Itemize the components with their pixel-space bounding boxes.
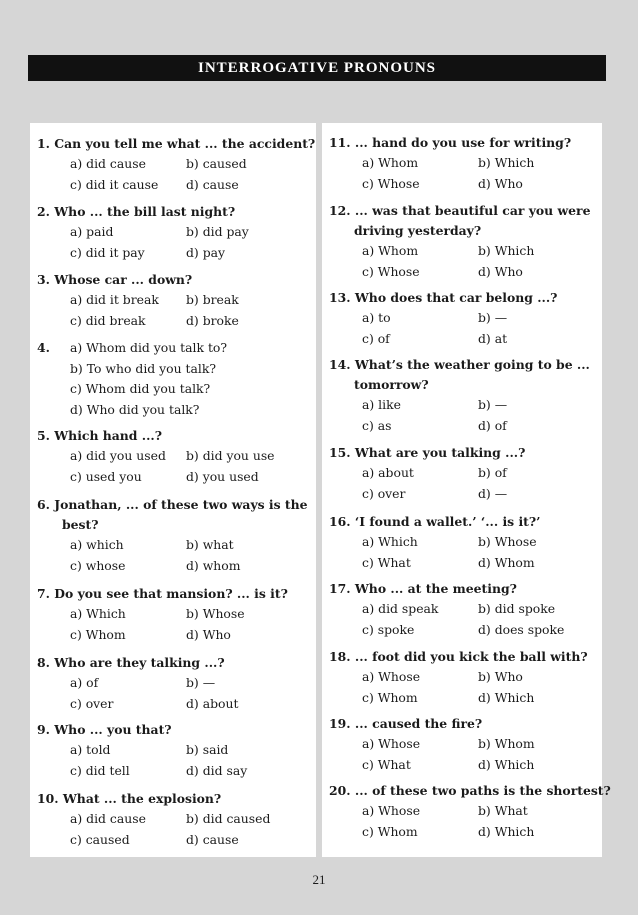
option-row xyxy=(322,308,602,329)
question-text xyxy=(30,584,316,604)
option-row xyxy=(322,329,602,350)
option: c) did it cause xyxy=(70,176,159,192)
option: c) did it pay xyxy=(70,244,145,260)
option-row xyxy=(322,822,602,843)
question-number: 13. xyxy=(329,290,351,305)
left-question-column xyxy=(30,123,316,857)
option-row xyxy=(30,400,316,421)
option: d) Whom xyxy=(478,554,535,570)
option: d) Which xyxy=(478,689,535,705)
question-item xyxy=(322,443,602,504)
option: c) Whom xyxy=(70,626,126,642)
option: b) Which xyxy=(478,155,535,170)
question-stem-continued: best? xyxy=(62,517,99,532)
option: d) did say xyxy=(186,762,248,778)
question-stem: Who ... you that? xyxy=(54,722,172,737)
question-text xyxy=(30,653,316,673)
question-item xyxy=(30,270,316,331)
option: a) Whose xyxy=(362,803,421,818)
option: c) over xyxy=(362,485,406,501)
option: a) did you used xyxy=(70,448,166,463)
option: a) paid xyxy=(70,224,114,239)
option-row xyxy=(322,174,602,195)
option: a) which xyxy=(70,537,124,552)
option-row xyxy=(30,446,316,467)
question-text xyxy=(322,288,602,308)
question-stem: Which hand ...? xyxy=(54,428,162,443)
question-text xyxy=(30,426,316,446)
option: c) Whose xyxy=(362,175,420,191)
question-number: 20. xyxy=(329,783,351,798)
option-row xyxy=(322,620,602,641)
option-row xyxy=(30,290,316,311)
question-number: 18. xyxy=(329,649,351,664)
question-item xyxy=(322,714,602,775)
option: c) Whom did you talk? xyxy=(70,381,211,396)
option-row xyxy=(30,222,316,243)
option-row xyxy=(30,338,316,359)
option: c) spoke xyxy=(362,621,415,637)
question-stem-continued: tomorrow? xyxy=(354,377,429,392)
option: b) did pay xyxy=(186,224,249,239)
question-number: 14. xyxy=(329,357,351,372)
option: c) used you xyxy=(70,468,142,484)
option-row xyxy=(322,734,602,755)
option: a) did cause xyxy=(70,156,146,171)
question-text xyxy=(30,789,316,809)
option-row xyxy=(30,243,316,264)
question-item xyxy=(30,495,316,576)
option: c) of xyxy=(362,330,390,346)
question-number: 17. xyxy=(329,581,351,596)
option: a) Whom xyxy=(362,243,419,258)
page-number: 21 xyxy=(312,872,326,887)
option: b) Whose xyxy=(478,534,537,549)
question-number: 12. xyxy=(329,203,351,218)
option-row xyxy=(322,416,602,437)
question-number: 9. xyxy=(37,722,50,737)
question-text xyxy=(30,720,316,740)
option: c) caused xyxy=(70,831,130,847)
option: c) did tell xyxy=(70,762,130,778)
option-row xyxy=(322,395,602,416)
option-row xyxy=(322,484,602,505)
option: a) Whom xyxy=(362,155,419,170)
question-item xyxy=(322,133,602,194)
option: c) Whose xyxy=(362,263,420,279)
option: a) to xyxy=(362,310,391,325)
question-item xyxy=(30,720,316,781)
option: d) Who xyxy=(478,263,523,279)
option: a) Whose xyxy=(362,736,421,751)
question-stem: ... of these two paths is the shortest? xyxy=(354,783,611,798)
option: b) What xyxy=(478,803,528,818)
option-row xyxy=(322,153,602,174)
question-number: 8. xyxy=(37,655,50,670)
option-row xyxy=(30,673,316,694)
option: b) what xyxy=(186,537,234,552)
page-title: INTERROGATIVE PRONOUNS xyxy=(28,55,606,81)
option: d) Which xyxy=(478,823,535,839)
question-text xyxy=(322,512,602,532)
question-text xyxy=(322,201,602,221)
option: b) said xyxy=(186,742,229,757)
option: b) — xyxy=(478,310,508,325)
option-row xyxy=(30,830,316,851)
question-item xyxy=(322,201,602,282)
option-row xyxy=(30,359,316,380)
option: b) Whose xyxy=(186,606,245,621)
option: d) pay xyxy=(186,244,226,260)
question-number: 19. xyxy=(329,716,351,731)
option-row xyxy=(322,667,602,688)
option: d) Who xyxy=(186,626,231,642)
option: a) of xyxy=(70,675,99,690)
option: b) caused xyxy=(186,156,247,171)
question-text xyxy=(322,714,602,734)
option-row xyxy=(30,740,316,761)
question-stem: ... hand do you use for writing? xyxy=(354,135,572,150)
question-stem: What are you talking ...? xyxy=(354,445,526,460)
option: b) Who xyxy=(478,669,523,684)
question-item xyxy=(30,202,316,263)
question-stem-continued: driving yesterday? xyxy=(354,223,482,238)
option-row xyxy=(30,175,316,196)
option-row xyxy=(322,755,602,776)
question-text xyxy=(30,134,316,154)
question-number: 16. xyxy=(329,514,351,529)
question-item xyxy=(322,355,602,436)
question-stem: Can you tell me what ... the accident? xyxy=(54,136,316,151)
question-stem: ... was that beautiful car you were xyxy=(354,203,591,218)
question-number: 6. xyxy=(37,497,50,512)
option: a) Which xyxy=(362,534,418,549)
option: a) did speak xyxy=(362,601,439,616)
option: d) whom xyxy=(186,557,241,573)
option: c) over xyxy=(70,695,114,711)
question-item xyxy=(322,781,611,842)
option: b) did caused xyxy=(186,811,271,826)
option: a) told xyxy=(70,742,111,757)
option: a) Whom did you talk to? xyxy=(70,340,228,355)
question-stem: Do you see that mansion? ... is it? xyxy=(54,586,288,601)
question-item xyxy=(30,789,316,850)
option-row xyxy=(322,801,602,822)
question-item xyxy=(30,134,316,195)
question-number: 7. xyxy=(37,586,50,601)
option-row xyxy=(30,604,316,625)
option: d) does spoke xyxy=(478,621,565,637)
question-stem: What’s the weather going to be ... xyxy=(354,357,590,372)
question-item xyxy=(322,512,602,573)
question-text xyxy=(322,133,602,153)
option-row xyxy=(322,532,602,553)
option: c) Whom xyxy=(362,823,418,839)
question-stem: ‘I found a wallet.’ ‘... is it?’ xyxy=(354,514,541,529)
option-row xyxy=(30,694,316,715)
question-item xyxy=(322,579,602,640)
option-row xyxy=(322,262,602,283)
option: a) Which xyxy=(70,606,126,621)
question-item xyxy=(30,584,316,645)
option-row xyxy=(30,535,316,556)
question-item xyxy=(30,426,316,487)
option-row xyxy=(30,467,316,488)
option-row xyxy=(30,311,316,332)
option-row xyxy=(322,688,602,709)
option: b) break xyxy=(186,292,239,307)
option: d) of xyxy=(478,417,507,433)
question-item xyxy=(30,653,316,714)
option-row xyxy=(30,154,316,175)
question-text xyxy=(322,355,602,375)
question-stem: Who ... at the meeting? xyxy=(354,581,517,596)
question-number: 3. xyxy=(37,272,50,287)
option: b) did you use xyxy=(186,448,275,463)
question-text xyxy=(30,202,316,222)
option: d) about xyxy=(186,695,239,711)
option: a) did cause xyxy=(70,811,146,826)
option: c) whose xyxy=(70,557,126,573)
option-row xyxy=(322,553,602,574)
right-question-column xyxy=(322,123,611,857)
question-text xyxy=(322,443,602,463)
option: d) you used xyxy=(186,468,259,484)
question-number: 15. xyxy=(329,445,351,460)
question-text xyxy=(322,781,611,801)
question-number: 2. xyxy=(37,204,50,219)
question-text xyxy=(30,495,316,515)
option: b) Which xyxy=(478,243,535,258)
option: c) Whom xyxy=(362,689,418,705)
option: c) What xyxy=(362,756,411,772)
question-number: 5. xyxy=(37,428,50,443)
question-number: 4. xyxy=(37,340,50,355)
question-text xyxy=(322,647,602,667)
option: d) cause xyxy=(186,176,239,192)
option: d) Which xyxy=(478,756,535,772)
option-row xyxy=(322,241,602,262)
option: d) — xyxy=(478,485,508,501)
question-item xyxy=(322,647,602,708)
option-row xyxy=(30,379,316,400)
option-row xyxy=(30,556,316,577)
option-row xyxy=(30,625,316,646)
option: a) about xyxy=(362,465,414,480)
option: b) To who did you talk? xyxy=(70,360,217,376)
option: c) What xyxy=(362,554,411,570)
question-stem: ... caused the fire? xyxy=(354,716,483,731)
option: b) did spoke xyxy=(478,601,556,616)
option: b) — xyxy=(186,675,216,690)
question-item xyxy=(30,338,316,420)
question-stem: What ... the explosion? xyxy=(62,791,222,806)
option: d) at xyxy=(478,330,508,346)
option-row xyxy=(30,761,316,782)
question-item xyxy=(322,288,602,349)
option: a) Whose xyxy=(362,669,421,684)
question-number: 10. xyxy=(37,791,59,806)
question-number: 1. xyxy=(37,136,50,151)
option: c) as xyxy=(362,417,392,433)
option: a) like xyxy=(362,397,401,412)
option-list xyxy=(30,338,316,420)
question-stem: Jonathan, ... of these two ways is the xyxy=(54,497,308,512)
option: b) of xyxy=(478,465,507,480)
option: d) cause xyxy=(186,831,239,847)
option: a) did it break xyxy=(70,292,159,307)
option-row xyxy=(30,809,316,830)
question-stem: Who ... the bill last night? xyxy=(54,204,236,219)
option: b) — xyxy=(478,397,508,412)
question-stem: ... foot did you kick the ball with? xyxy=(354,649,588,664)
question-text xyxy=(30,270,316,290)
option: d) broke xyxy=(186,312,239,328)
option-row xyxy=(322,599,602,620)
question-number: 11. xyxy=(329,135,351,150)
question-text xyxy=(322,579,602,599)
option: d) Who xyxy=(478,175,523,191)
option: b) Whom xyxy=(478,736,535,751)
option: d) Who did you talk? xyxy=(70,401,200,417)
option: c) did break xyxy=(70,312,146,328)
question-stem: Whose car ... down? xyxy=(54,272,193,287)
question-stem: Who are they talking ...? xyxy=(54,655,225,670)
question-stem: Who does that car belong ...? xyxy=(354,290,558,305)
option-row xyxy=(322,463,602,484)
